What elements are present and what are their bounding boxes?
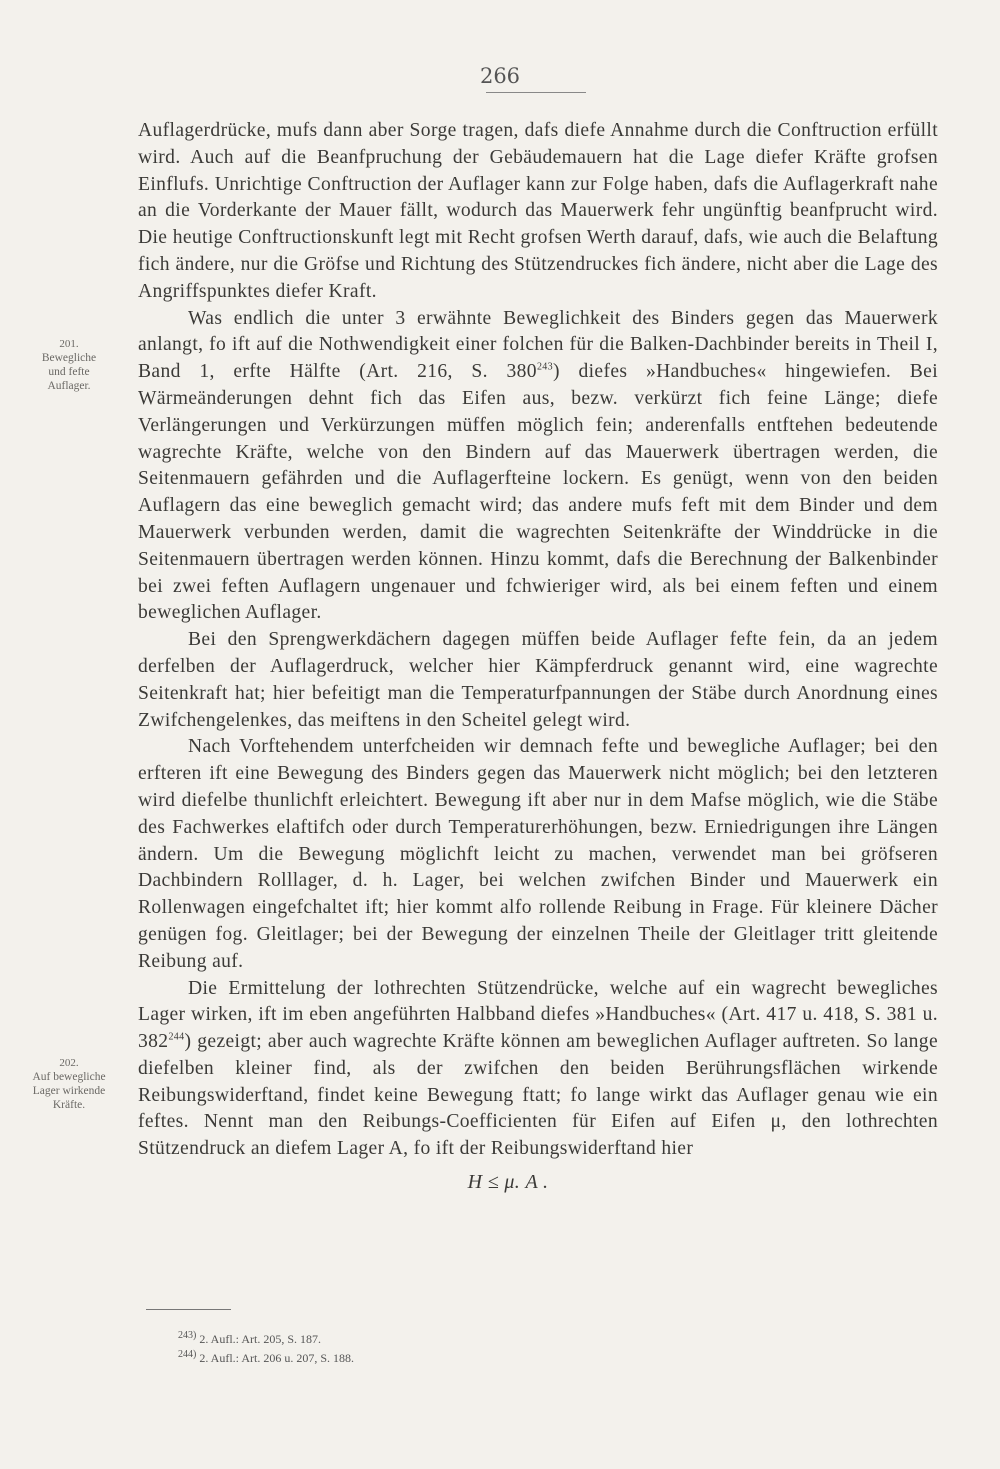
footnote-ref: 244 bbox=[168, 1031, 185, 1043]
footnote-mark: 244) bbox=[178, 1349, 197, 1360]
paragraph bbox=[138, 976, 938, 1164]
margin-note-number: 201. bbox=[59, 338, 79, 350]
margin-note-line: Lager wirkende bbox=[32, 1085, 106, 1097]
paragraph-text: ) diefes »Handbuches« hingewiefen. Bei Wärmeänderungen dehnt fich das Eifen aus, bezw. verkürzt fich feine Länge; diefe Verlängerungen und Verkürzungen müffen möglich fein; anderenfalls entftehen bedeutende wagrechte Kräfte, welche von den Bindern auf das Mauerwerk übertragen werden, die Seitenmauern gefährden und die Auflagerfteine lockern. Es genügt, wenn von den beiden Auflagern das eine beweglich gemacht wird; das andere mufs feft mit dem Binder und dem Mauerwerk verbunden werden, damit die wagrechten Seitenkräfte der Winddrücke in die Seitenmauern übertragen werden können. Hinzu kommt, dafs die Berechnung der Balkenbinder bei zwei feften Auflagern ungenauer und fchwieriger wird, als bei einem feften und einem beweglichen Auflager. bbox=[138, 361, 939, 624]
margin-note-line: und fefte bbox=[48, 366, 90, 378]
page-number: 266 bbox=[479, 64, 521, 88]
footnote-rule bbox=[146, 1309, 231, 1310]
paragraph-text: Was endlich die unter 3 erwähnte Beweglichkeit des Binders gegen das Mauerwerk anlangt, fo ift auf die Nothwendigkeit einer folchen für die Balken-Dachbinder bereits in Theil I, Band 1, erfte Hälfte (Art. 216, S. 380 bbox=[138, 307, 938, 383]
body-text bbox=[138, 118, 938, 1196]
margin-note-line: Bewegliche bbox=[41, 352, 97, 364]
margin-note-line: Auflager. bbox=[47, 380, 91, 392]
margin-note-number: 202. bbox=[59, 1057, 79, 1069]
paragraph bbox=[138, 306, 938, 628]
paragraph: Bei den Sprengwerkdächern dagegen müffen beide Auflager fefte fein, da an jedem derfelben der Auflagerdruck, welcher hier Kämpferdruck genannt wird, eine wagrechte Seitenkraft hat; hier befeitigt man die Temperaturfpannungen der Stäbe durch Anordnung eines Zwifchengelenkes, das meiftens in den Scheitel gelegt wird. bbox=[138, 629, 938, 731]
margin-note-202 bbox=[14, 1056, 124, 1112]
formula: H ≤ μ. A . bbox=[467, 1171, 549, 1194]
paragraph-text: ) gezeigt; aber auch wagrechte Kräfte können am beweglichen Auflager auftreten. So lange diefelben kleiner find, als der zwifchen den beiden Berührungsflächen wirkende Reibungswiderftand, findet keine Bewegung ftatt; fo lange wirkt das Auflager genau wie ein feftes. Nennt man den Reibungs-Coefficienten für Eifen auf Eifen μ, den lothrechten Stützendruck an diefem Lager A, fo ift der Reibungswiderftand hier bbox=[138, 1031, 938, 1160]
margin-note-line: Auf bewegliche bbox=[32, 1071, 106, 1083]
footnote-text: 2. Aufl.: Art. 205, S. 187. bbox=[199, 1332, 322, 1346]
header-rule bbox=[486, 92, 586, 93]
paragraph-text: Die Ermittelung der lothrechten Stützendrücke, welche auf ein wagrecht bewegliches Lager wirken, ift im eben angeführten Halbband diefes »Handbuches« (Art. 417 u. 418, S. 381 u. 382 bbox=[138, 977, 938, 1053]
margin-note-201 bbox=[14, 337, 124, 393]
margin-note-line: Kräfte. bbox=[52, 1099, 86, 1111]
footnote bbox=[178, 1330, 354, 1349]
paragraph: Auflagerdrücke, mufs dann aber Sorge tragen, dafs diefe Annahme durch die Conftruction erfüllt wird. Auch auf die Beanfpruchung der Gebäudemauern hat die Lage diefer Kräfte grofsen Einflufs. Unrichtige Conftruction der Auflager kann zur Folge haben, dafs die Auflagerkraft nahe an die Vorderkante der Mauer fällt, wodurch das Mauerwerk fehr ungünftig beanfprucht wird. Die heutige Conftructionskunft legt mit Recht grofsen Werth darauf, dafs, wie auch die Belaftung fich ändere, nur die Gröfse und Richtung des Stützendruckes fich ändere, nicht aber die Lage des Angriffspunktes diefer Kraft. bbox=[138, 120, 938, 302]
footnote-text: 2. Aufl.: Art. 206 u. 207, S. 188. bbox=[199, 1351, 355, 1365]
footnotes bbox=[178, 1330, 354, 1368]
footnote-ref: 243 bbox=[536, 361, 554, 373]
footnote-mark: 243) bbox=[178, 1330, 197, 1341]
footnote bbox=[178, 1349, 354, 1368]
paragraph: Nach Vorftehendem unterfcheiden wir demnach fefte und bewegliche Auflager; bei den erfteren ift eine Bewegung des Binders gegen das Mauerwerk nicht möglich; bei den letzteren wird diefelbe thunlichft erleichtert. Bewegung ift aber nur in dem Mafse möglich, wie die Stäbe des Fachwerkes elaftifch oder durch Temperaturerhöhungen, bezw. Erniedrigungen ihre Längen ändern. Um die Bewegung möglichft leicht zu machen, verwendet man bei gröfseren Dachbindern Rolllager, d. h. Lager, bei welchen zwifchen Binder und Mauerwerk ein Rollenwagen eingefchaltet ift; hier kommt alfo rollende Reibung in Frage. Für kleinere Dächer genügen fog. Gleitlager; bei der Bewegung der einzelnen Theile der Gleitlager tritt gleitende Reibung auf. bbox=[138, 736, 938, 972]
